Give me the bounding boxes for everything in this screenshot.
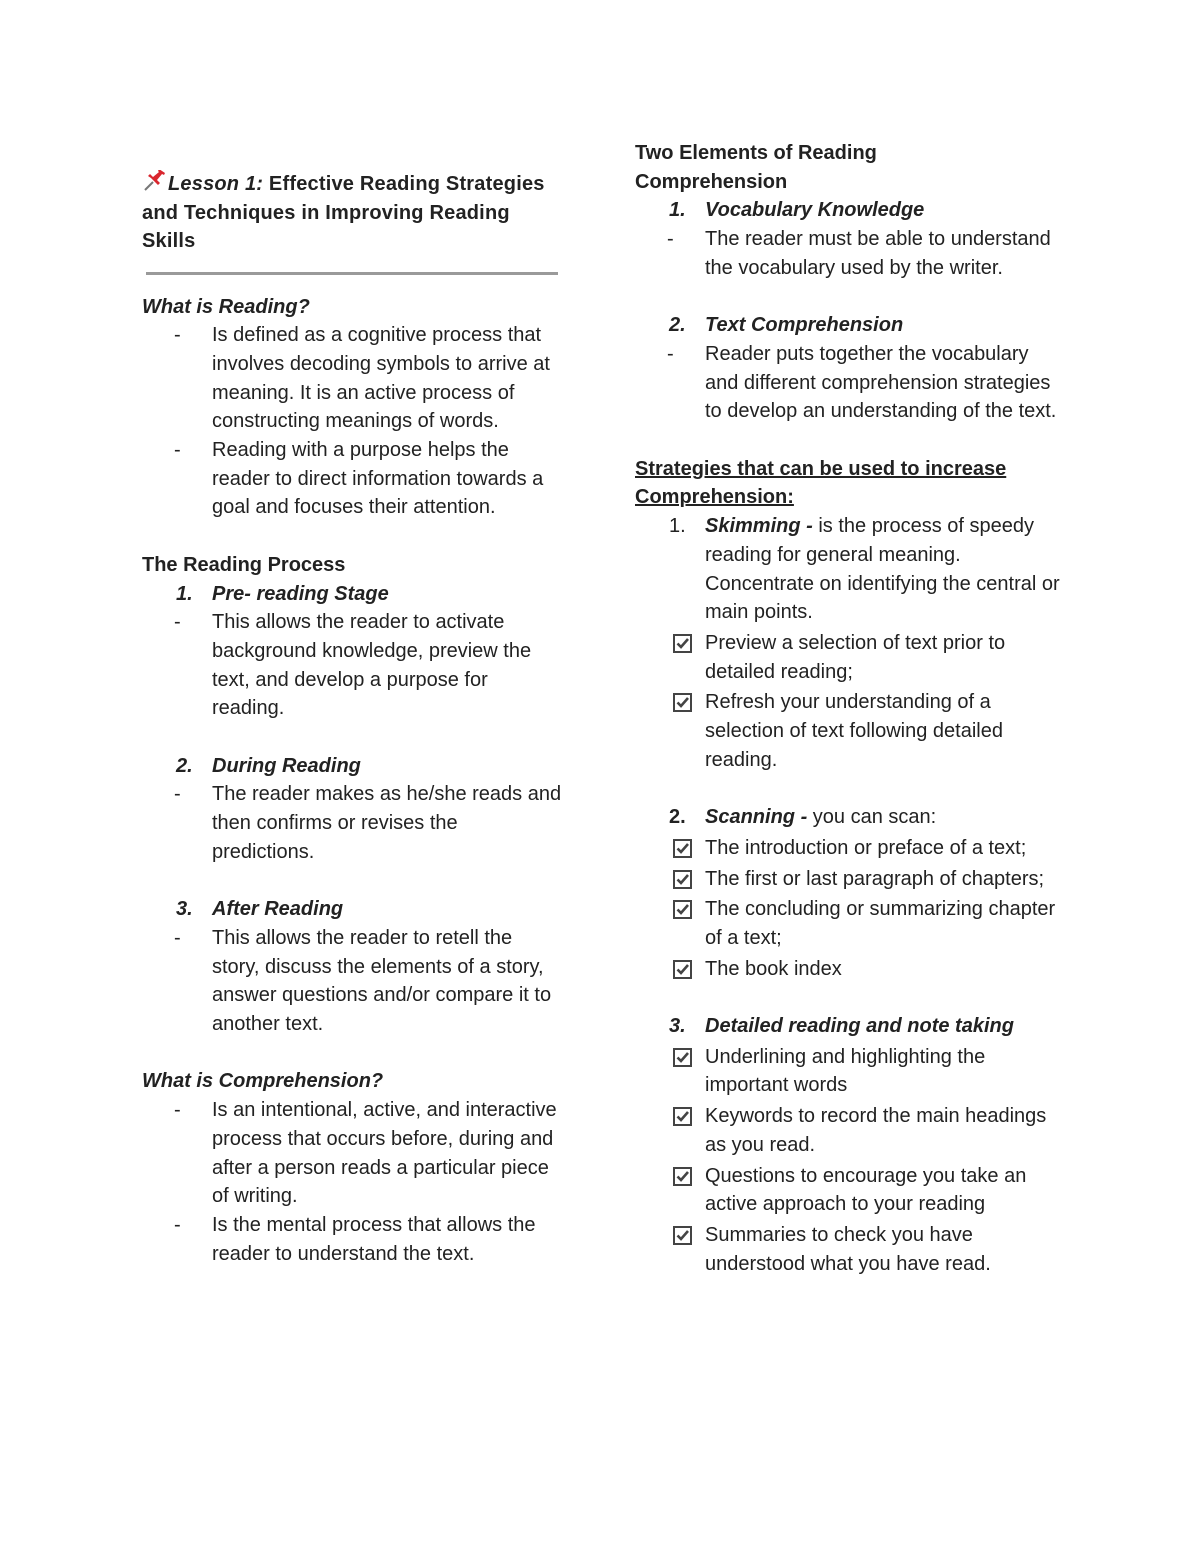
checklist-item: Summaries to check you have understood what you have read. — [635, 1221, 1065, 1278]
checkbox-checked-icon — [673, 839, 692, 858]
checklist-item: The first or last paragraph of chapters; — [635, 865, 1065, 894]
checklist-item: Questions to encourage you take an active approach to your reading — [635, 1162, 1065, 1219]
lesson-title-text: Effective Reading Strategies and Techniques in Improving Reading Skills — [142, 173, 545, 252]
list-item: - Is defined as a cognitive process that involves decoding symbols to arrive at meaning. It is an active process of constructing meanings of words. — [174, 324, 550, 433]
stage-description: - This allows the reader to activate background knowledge, preview the text, and develop a purpose for reading. — [174, 611, 532, 720]
horizontal-rule — [146, 272, 558, 275]
strategy-detailed-reading: 3. Detailed reading and note taking — [669, 1015, 1014, 1038]
stage-heading: 1. Pre- reading Stage — [176, 582, 389, 605]
element-heading: 1. Vocabulary Knowledge — [669, 199, 925, 222]
checklist-item: Underlining and highlighting the important words — [635, 1043, 1065, 1100]
element-description: - Reader puts together the vocabulary and different comprehension strategies to develop an understanding of the text. — [667, 342, 1057, 423]
element-description: - The reader must be able to understand the vocabulary used by the writer. — [667, 228, 1051, 279]
strategies-heading: Strategies that can be used to increase Comprehension: — [635, 457, 1007, 509]
what-is-reading-heading: What is Reading? — [142, 295, 310, 318]
stage-description: - This allows the reader to retell the story, discuss the elements of a story, answer questions and/or compare it to another text. — [174, 926, 552, 1036]
checkbox-checked-icon — [673, 1107, 692, 1126]
checkbox-checked-icon — [673, 634, 692, 653]
checkbox-checked-icon — [673, 693, 692, 712]
list-item: - Is an intentional, active, and interactive process that occurs before, during and after a person reads a particular piece of writing. — [174, 1099, 557, 1208]
checkbox-checked-icon — [673, 900, 692, 919]
checklist-item: Preview a selection of text prior to detailed reading; — [635, 629, 1065, 686]
checkbox-checked-icon — [673, 1167, 692, 1186]
what-is-comprehension-heading: What is Comprehension? — [142, 1070, 384, 1093]
checklist-item: The introduction or preface of a text; — [635, 834, 1065, 863]
reading-process-heading: The Reading Process — [142, 553, 346, 576]
checkbox-checked-icon — [673, 870, 692, 889]
stage-heading: 2. During Reading — [176, 754, 361, 777]
two-elements-heading: Two Elements of Reading Comprehension — [635, 142, 877, 193]
stage-description: - The reader makes as he/she reads and then confirms or revises the predictions. — [174, 783, 562, 863]
checkbox-checked-icon — [673, 1048, 692, 1067]
checklist-item: Refresh your understanding of a selection of text following detailed reading. — [635, 688, 1065, 774]
stage-heading: 3. After Reading — [176, 898, 344, 921]
element-heading: 2. Text Comprehension — [669, 314, 904, 337]
strategy-scanning: 2. Scanning - you can scan: — [669, 806, 937, 829]
checklist-item: The book index — [635, 955, 1065, 984]
checklist-item: Keywords to record the main headings as you read. — [635, 1102, 1065, 1159]
list-item: - Reading with a purpose helps the reader to direct information towards a goal and focuses their attention. — [174, 439, 544, 519]
checkbox-checked-icon — [673, 960, 692, 979]
checkbox-checked-icon — [673, 1226, 692, 1245]
lesson-label: Lesson 1: — [168, 173, 264, 195]
left-column — [142, 170, 562, 1268]
strategy-skimming: 1. Skimming - is the process of speedy reading for general meaning. Concentrate on identifying the central or main points. — [669, 515, 1060, 624]
list-item: - Is the mental process that allows the reader to understand the text. — [174, 1213, 536, 1265]
checklist-item: The concluding or summarizing chapter of a text; — [635, 895, 1065, 952]
lesson-title — [142, 170, 562, 256]
right-column — [635, 139, 1065, 1278]
pushpin-icon — [142, 170, 168, 192]
